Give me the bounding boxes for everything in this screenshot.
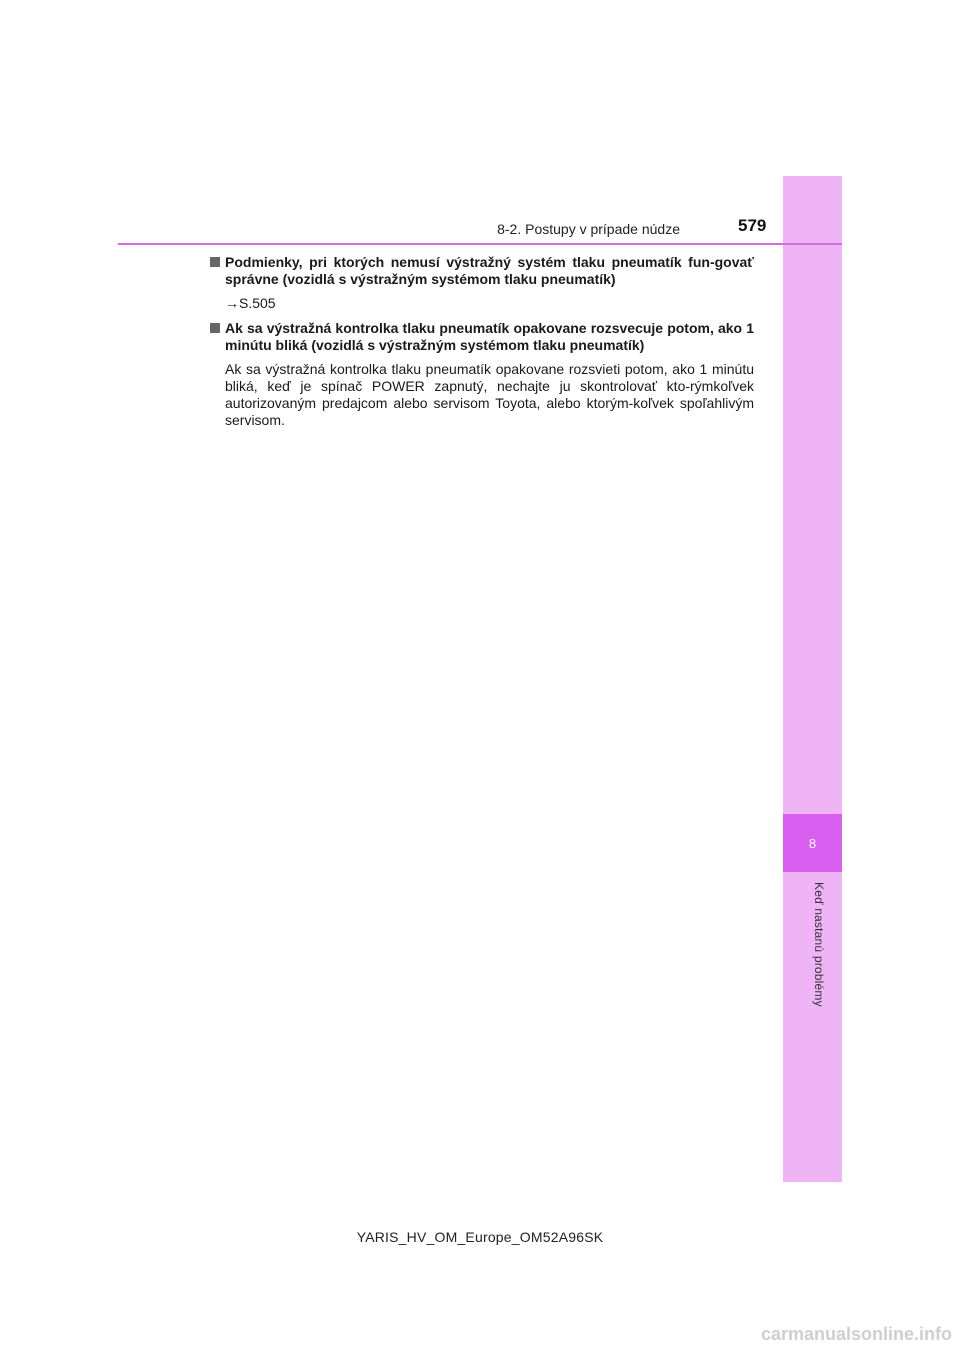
square-bullet-icon: [210, 323, 220, 333]
item-heading: [210, 254, 754, 288]
document-id: YARIS_HV_OM_Europe_OM52A96SK: [356, 1229, 604, 1245]
item-heading: [210, 320, 754, 354]
item-heading-text: Podmienky, pri ktorých nemusí výstražný systém tlaku pneumatík fun-govať správne (vozidlá s výstražným systémom tlaku pneumatík): [225, 254, 754, 287]
list-item: [210, 254, 754, 312]
page-content: [210, 254, 754, 429]
chapter-title: Keď nastanú problémy: [812, 882, 826, 1007]
watermark: carmanualsonline.info: [760, 1324, 952, 1344]
item-body-text: Ak sa výstražná kontrolka tlaku pneumatík opakovane rozsvieti potom, ako 1 minútu bliká, keď je spínač POWER zapnutý, nechajte ju skontrolovať kto-rýmkoľvek autorizovaným predajcom alebo servisom Toyota, alebo ktorým-koľvek spoľahlivým servisom.: [225, 361, 754, 428]
page-number: 579: [738, 216, 767, 235]
list-item: [210, 320, 754, 429]
item-heading-text: Ak sa výstražná kontrolka tlaku pneumatík opakovane rozsvecuje potom, ako 1 minútu bliká (vozidlá s výstražným systémom tlaku pneumatík): [225, 320, 754, 353]
page-reference-link[interactable]: →S.505: [225, 295, 276, 311]
chapter-number-tab[interactable]: [783, 814, 842, 872]
chapter-side-tab: [783, 176, 842, 1182]
header-divider: [118, 243, 842, 245]
section-title: 8-2. Postupy v prípade núdze: [497, 221, 680, 237]
chapter-number: 8: [808, 835, 817, 851]
square-bullet-icon: [210, 257, 220, 267]
